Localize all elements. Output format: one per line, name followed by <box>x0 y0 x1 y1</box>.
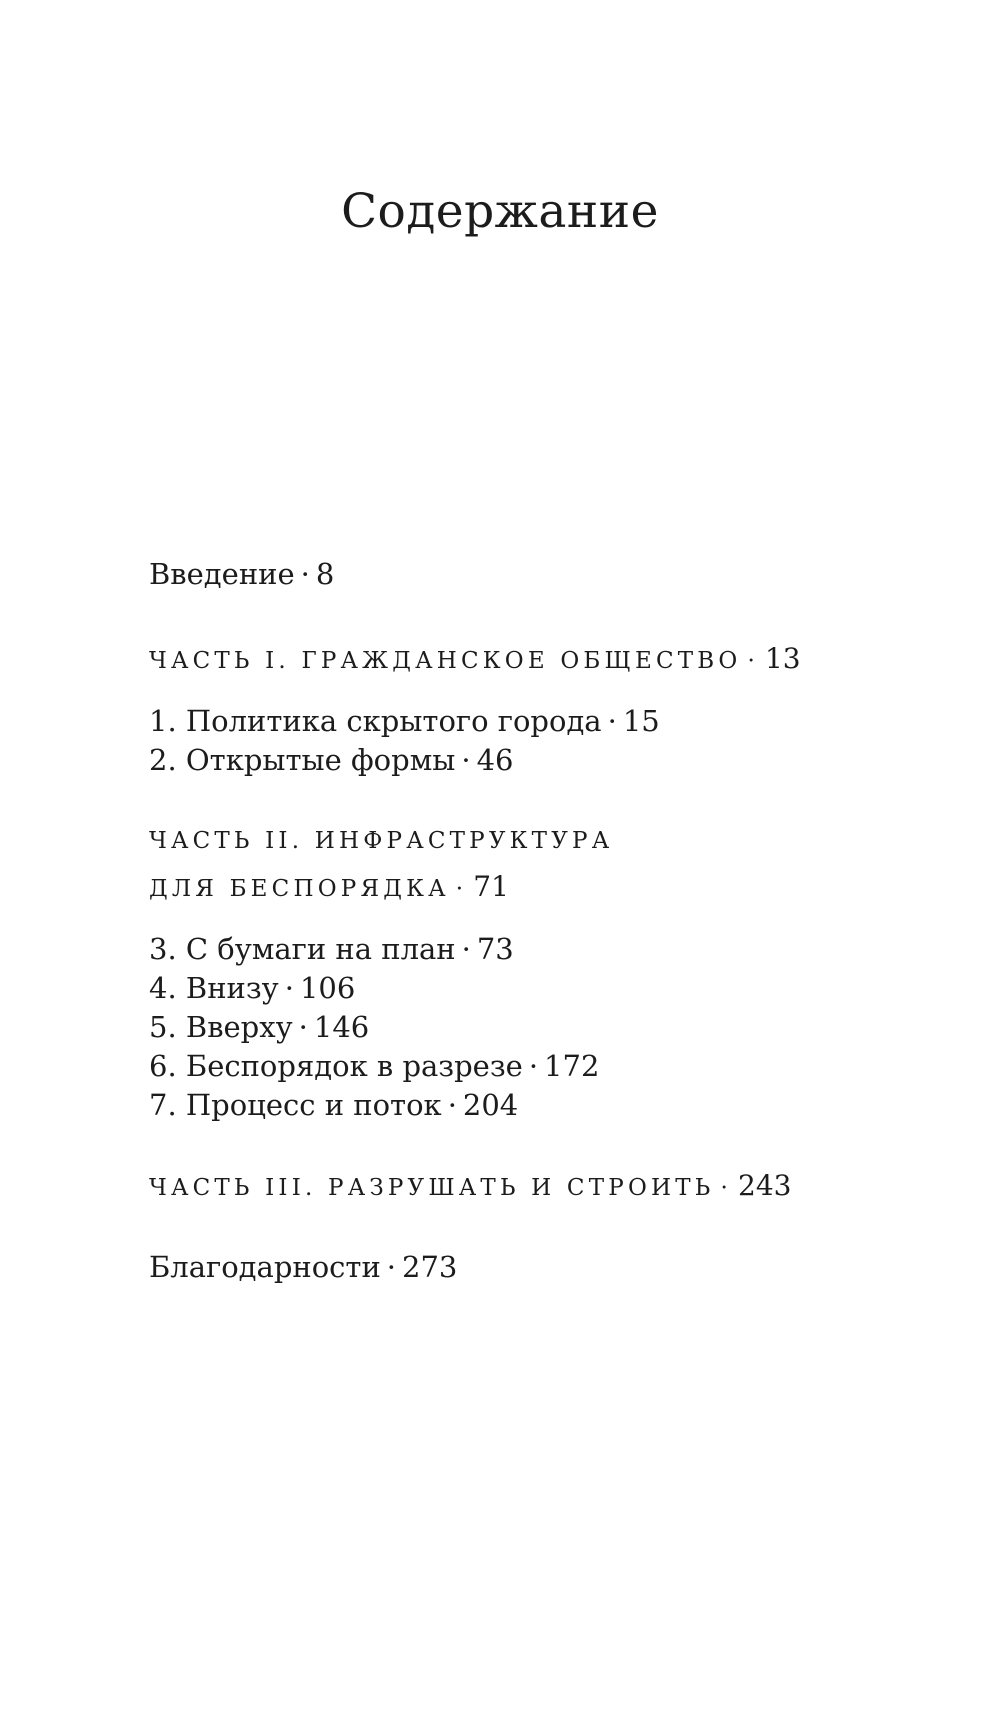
toc-separator: · <box>386 1250 397 1284</box>
toc-entry-label: Благодарности <box>149 1250 381 1284</box>
toc-entry-label: 7. Процесс и поток <box>149 1088 442 1122</box>
toc-separator: · <box>455 876 468 902</box>
toc-entry-label: 1. Политика скрытого города <box>149 704 602 738</box>
toc-entry-label: 4. Внизу <box>149 971 279 1005</box>
toc-chapter-7 <box>149 1088 519 1122</box>
toc-entry-label: 5. Вверху <box>149 1010 293 1044</box>
toc-separator: · <box>607 704 617 738</box>
toc-page-number: 46 <box>476 743 514 777</box>
toc-page-number: 172 <box>544 1049 600 1083</box>
toc-part-label: ЧАСТЬ I. ГРАЖДАНСКОЕ ОБЩЕСТВО <box>149 648 742 674</box>
toc-entry-label: Введение <box>149 557 295 591</box>
toc-separator: · <box>447 1088 457 1122</box>
toc-chapter-2 <box>149 743 514 777</box>
page-title: Содержание <box>341 184 659 239</box>
toc-page-number: 73 <box>476 932 514 966</box>
toc-part-2-line2 <box>149 870 509 903</box>
toc-page-number: 8 <box>315 557 335 591</box>
toc-page-number: 71 <box>473 870 509 903</box>
toc-chapter-5 <box>149 1010 370 1044</box>
toc-page-number: 204 <box>462 1088 519 1122</box>
toc-entry-acknowledgements <box>149 1250 458 1284</box>
toc-part-label: ДЛЯ БЕСПОРЯДКА <box>149 876 450 902</box>
toc-separator: · <box>284 971 294 1005</box>
toc-separator: · <box>300 557 310 591</box>
toc-entry-label: 3. С бумаги на план <box>149 932 456 966</box>
toc-page-number: 243 <box>738 1169 792 1202</box>
toc-part-2-line1 <box>149 830 613 853</box>
toc-entry-label: 2. Открытые формы <box>149 743 456 777</box>
toc-chapter-4 <box>149 971 356 1005</box>
toc-entry-intro <box>149 557 335 591</box>
toc-separator: · <box>720 1175 733 1201</box>
toc-chapter-1 <box>149 704 660 738</box>
toc-part-3 <box>149 1169 792 1202</box>
toc-separator: · <box>298 1010 308 1044</box>
toc-chapter-6 <box>149 1049 600 1083</box>
toc-separator: · <box>461 932 471 966</box>
toc-part-label: ЧАСТЬ II. ИНФРАСТРУКТУРА <box>149 828 614 854</box>
toc-page-number: 106 <box>299 971 356 1005</box>
toc-page-number: 273 <box>402 1250 458 1284</box>
toc-page-number: 146 <box>313 1010 370 1044</box>
toc-page-number: 15 <box>622 704 660 738</box>
toc-part-label: ЧАСТЬ III. РАЗРУШАТЬ И СТРОИТЬ <box>149 1175 715 1201</box>
toc-entry-label: 6. Беспорядок в разрезе <box>149 1049 523 1083</box>
toc-part-1 <box>149 642 801 675</box>
toc-page-number: 13 <box>764 642 801 675</box>
toc-separator: · <box>461 743 471 777</box>
toc-separator: · <box>747 648 759 674</box>
toc-chapter-3 <box>149 932 514 966</box>
toc-separator: · <box>528 1049 539 1083</box>
